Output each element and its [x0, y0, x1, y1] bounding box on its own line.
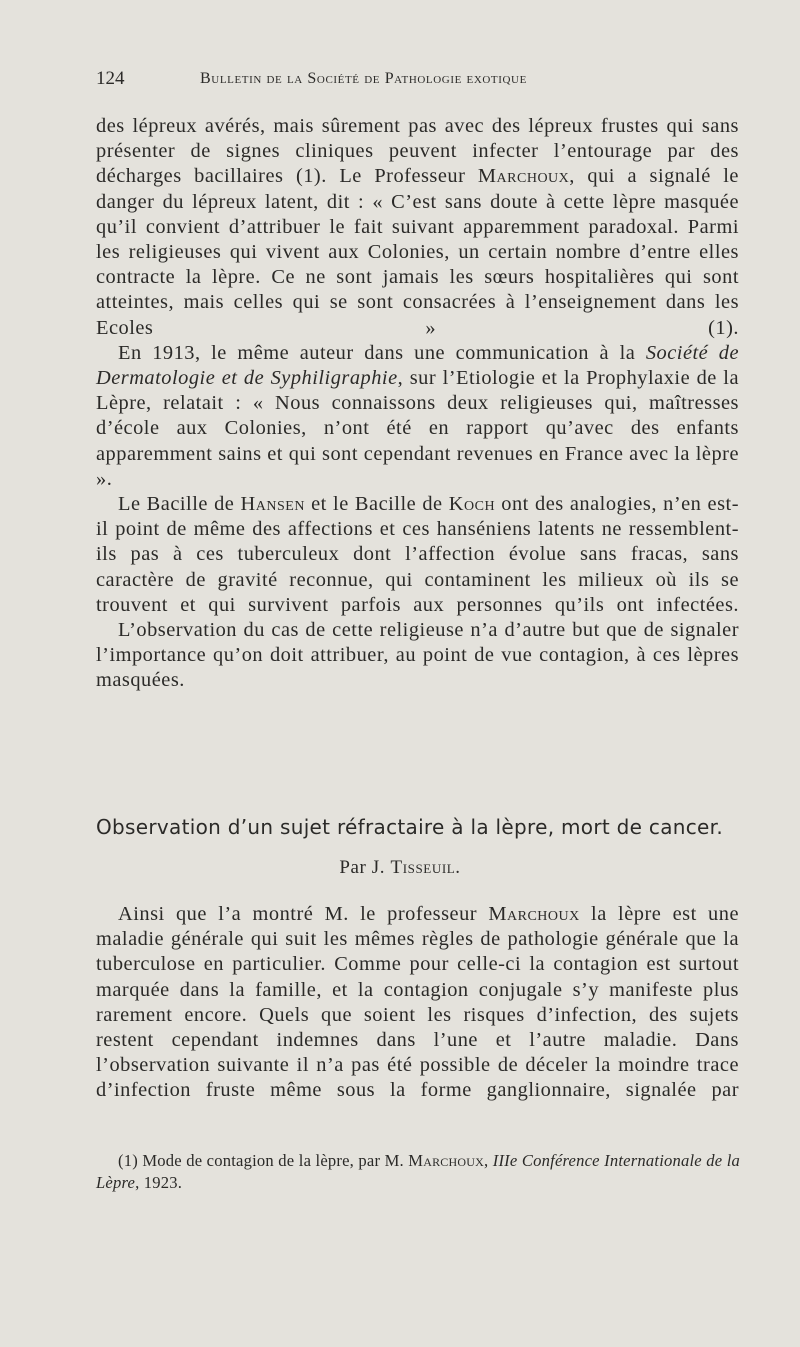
author-name: Koch: [448, 493, 496, 516]
first-article-body: [96, 114, 739, 694]
paragraph: L’observation du cas de cette religieuse n’a d’autre but que de signaler l’importance qu’on doit attribuer, au point de vue contagion, à ces lèpres masquées.: [96, 619, 739, 692]
author-name: Marchoux: [477, 165, 570, 188]
author-name: Marchoux: [488, 903, 580, 925]
conference-title: Conférence Internationale de la Lèpre: [96, 1151, 741, 1192]
author-name: Hansen: [240, 493, 305, 516]
page-number: 124: [96, 68, 125, 89]
paragraph: des lépreux avérés, mais sûrement pas avec des lépreux frustes qui sans présenter de signes cliniques peuvent infecter l’entourage par des décharges bacillaires (1). Le Professeur Marchoux, qui a signalé le danger du lépreux latent, dit : « C’est sans doute à cette lèpre masquée qu’il convient d’attribuer le fait suivant apparemment paradoxal. Parmi les religieuses qui vivent aux Colonies, un certain nombre d’entre elles contracte la lèpre. Ce ne sont jamais les sœurs hospitalières qui sont atteintes, mais celles qui se sont consacrées à l’enseignement dans les Ecoles » (1).: [96, 115, 739, 339]
paragraph: Le Bacille de Hansen et le Bacille de Koch ont des analogies, n’en est-il point de même des affections et ces hanséniens latents ne ressemblent-ils pas à ces tuberculeux dont l’affection évolue sans fracas, sans caractère de gravité reconnue, qui contaminent les milieux où ils se trouvent et qui survivent parfois aux personnes qu’ils ont infectées.: [96, 493, 739, 616]
paragraph: En 1913, le même auteur dans une communication à la Société de Dermatologie et de Syphiligraphie, sur l’Etiologie et la Prophylaxie de la Lèpre, relatait : « Nous connaissons deux religieuses qui, maîtresses d’école aux Colonies, n’ont été en rapport qu’avec des enfants apparemment sains et qui sont cependant revenues en France avec la lèpre ».: [96, 341, 740, 490]
paragraph: Ainsi que l’a montré M. le professeur Marchoux la lèpre est une maladie générale qui suit les mêmes règles de pathologie générale que la tuberculose en particulier. Comme pour celle-ci la contagion est surtout marquée dans la famille, et la contagion conjugale s’y manifeste plus rarement encore. Quels que soient les risques d’infection, des sujets restent cependant indemnes dans l’une et l’autre maladie. Dans l’observation suivante il n’a pas été possible de déceler la moindre trace d’infection fruste même sous la forme ganglionnaire, signalée par: [96, 903, 739, 1102]
page-header: [96, 66, 740, 96]
running-title: Bulletin de la Société de Pathologie exotique: [200, 70, 527, 87]
second-article-body: [96, 902, 739, 1104]
author-name: Tisseuil: [390, 857, 456, 878]
article-title: Observation d’un sujet réfractaire à la lèpre, mort de cancer.: [96, 815, 723, 839]
journal-name: Société de Dermatologie et de Syphiligraphie: [96, 341, 740, 390]
byline: Par J. Tisseuil.: [339, 857, 461, 878]
author-name: Marchoux: [408, 1151, 484, 1170]
footnote: (1) Mode de contagion de la lèpre, par M. Marchoux, IIIe Conférence Internationale de la Lèpre, 1923.: [96, 1151, 741, 1192]
